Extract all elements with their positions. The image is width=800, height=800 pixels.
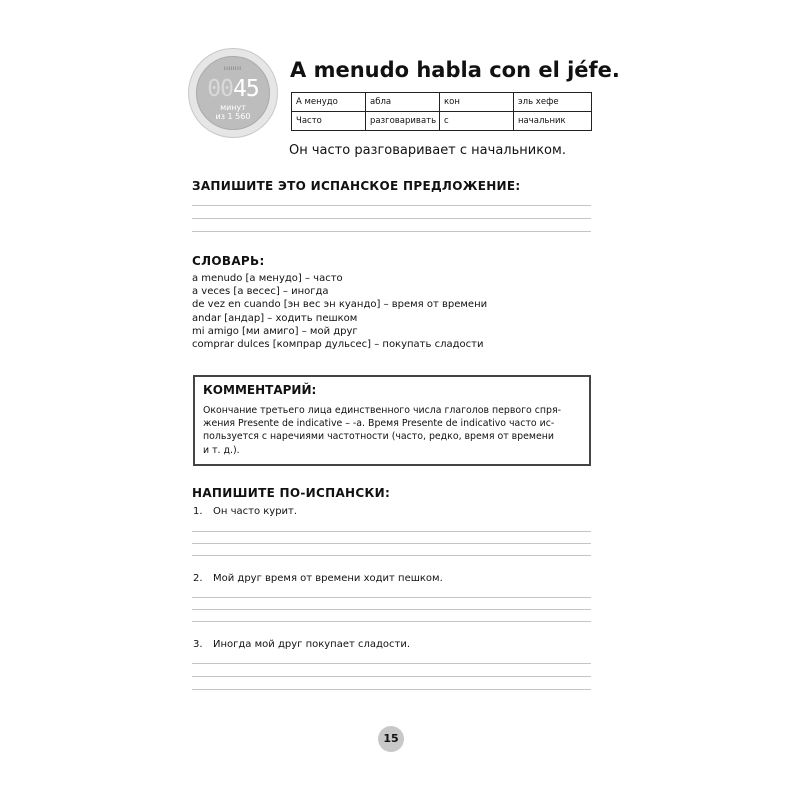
meaning-cell: разговаривать: [366, 112, 440, 131]
writing-line[interactable]: [192, 205, 591, 206]
vocabulary-entry: comprar dulces [компрар дульсес] – покупать сладости: [192, 339, 484, 351]
timer-brand: IIIIIIII: [224, 66, 242, 71]
meaning-cell: Часто: [292, 112, 366, 131]
phrase-breakdown-table: [291, 92, 592, 131]
write-section-heading: ЗАПИШИТЕ ЭТО ИСПАНСКОЕ ПРЕДЛОЖЕНИЕ:: [192, 179, 521, 193]
writing-line[interactable]: [192, 231, 591, 232]
timer-digits: [197, 76, 269, 102]
vocabulary-entry: a veces [а весес] – иногда: [192, 286, 329, 298]
comment-text: [203, 404, 585, 457]
pronunciation-cell: А менудо: [292, 93, 366, 112]
exercise-heading: НАПИШИТЕ ПО-ИСПАНСКИ:: [192, 486, 391, 500]
vocabulary-heading: СЛОВАРЬ:: [192, 254, 265, 268]
answer-line[interactable]: [192, 555, 591, 556]
russian-translation: Он часто разговаривает с начальником.: [289, 143, 566, 158]
vocabulary-list: [192, 272, 487, 351]
answer-line[interactable]: [192, 597, 591, 598]
timer-badge: [188, 48, 278, 138]
comment-line: Окончание третьего лица единственного числа глаголов первого спря-: [203, 405, 562, 416]
vocabulary-entry: de vez en cuando [эн вес эн куандо] – время от времени: [192, 299, 488, 311]
page-number-badge: 15: [378, 726, 404, 752]
pronunciation-row: [292, 93, 592, 112]
timer-unit-label: минут: [220, 103, 246, 112]
exercise-number: 2.: [193, 573, 203, 584]
answer-line[interactable]: [192, 689, 591, 690]
vocabulary-entry: mi amigo [ми амиго] – мой друг: [192, 325, 358, 337]
writing-line[interactable]: [192, 218, 591, 219]
answer-line[interactable]: [192, 609, 591, 610]
comment-heading: КОММЕНТАРИЙ:: [203, 383, 317, 397]
meaning-row: [292, 112, 592, 131]
meaning-cell: начальник: [514, 112, 592, 131]
comment-line: и т. д.).: [203, 444, 240, 456]
exercise-item-2: [193, 573, 443, 584]
comment-line: пользуется с наречиями частотности (часто, редко, время от времени: [203, 431, 554, 443]
spanish-phrase: A menudo habla con el jéfe.: [290, 58, 620, 82]
exercise-number: 3.: [193, 639, 203, 650]
answer-line[interactable]: [192, 676, 591, 677]
comment-box: [193, 375, 591, 466]
timer-dial: [196, 56, 270, 130]
vocabulary-entry: andar [андар] – ходить пешком: [192, 312, 358, 324]
timer-digits-lit: 45: [233, 76, 259, 102]
exercise-item-3: [193, 639, 410, 650]
timer-digits-dim: 00: [207, 76, 233, 102]
exercise-prompt: Иногда мой друг покупает сладости.: [213, 639, 411, 650]
answer-line[interactable]: [192, 543, 591, 544]
exercise-number: 1.: [193, 506, 203, 517]
pronunciation-cell: кон: [440, 93, 514, 112]
answer-line[interactable]: [192, 531, 591, 532]
answer-line[interactable]: [192, 663, 591, 664]
comment-line: жения Presente de indicative – -a. Время Presente de indicativo часто ис-: [203, 418, 555, 430]
timer-total-label: из 1 560: [215, 112, 251, 121]
pronunciation-cell: абла: [366, 93, 440, 112]
pronunciation-cell: эль хефе: [514, 93, 592, 112]
exercise-prompt: Он часто курит.: [213, 506, 298, 517]
exercise-item-1: [193, 506, 297, 517]
meaning-cell: с: [440, 112, 514, 131]
exercise-prompt: Мой друг время от времени ходит пешком.: [213, 573, 443, 584]
vocabulary-entry: a menudo [а менудо] – часто: [192, 273, 343, 284]
answer-line[interactable]: [192, 621, 591, 622]
